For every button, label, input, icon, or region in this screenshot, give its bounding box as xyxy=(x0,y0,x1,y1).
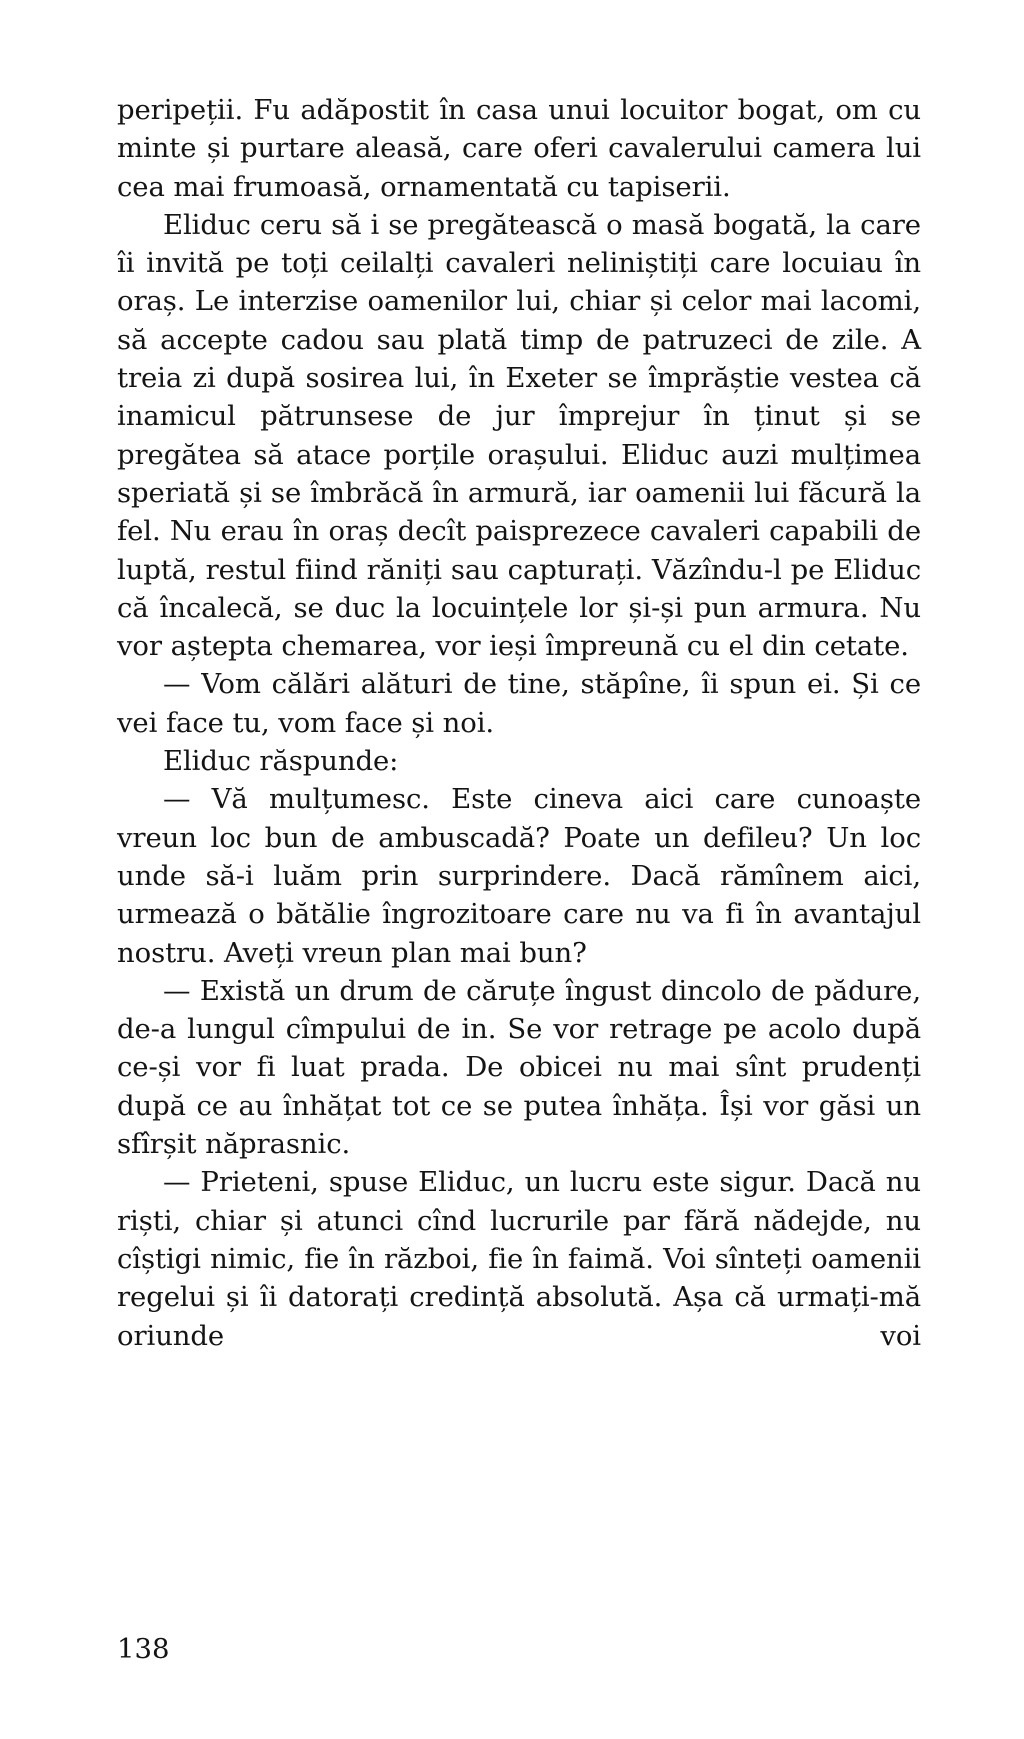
page-number: 138 xyxy=(117,1633,170,1665)
paragraph: Eliduc răspunde: xyxy=(163,745,399,778)
paragraph-dialogue: — Vom călări alături de tine, stăpîne, îi spun ei. Și ce vei face tu, vom face și noi. xyxy=(117,668,921,739)
paragraph-continuation: peripeții. Fu adăpostit în casa unui locuitor bogat, om cu minte și purtare aleasă, care oferi cavalerului camera lui cea mai frumoasă, ornamentată cu tapiserii. xyxy=(117,94,921,203)
paragraph: Eliduc ceru să i se pregătească o masă bogată, la care îi invită pe toți ceilalți cavaleri neliniștiți care locuiau în oraș. Le interzise oamenilor lui, chiar și celor mai lacomi, să accepte cadou sau plată timp de patruzeci de zile. A treia zi după sosirea lui, în Exeter se împrăștie vestea că inamicul pătrunsese de jur împrejur în ținut și se pregătea să atace porțile orașului. Eliduc auzi mulțimea speriată și se îmbrăcă în armură, iar oamenii lui făcură la fel. Nu erau în oraș decît paisprezece cavaleri capabili de luptă, restul fiind răniți sau capturați. Văzîndu-l pe Eliduc că încalecă, se duc la locuințele lor și-și pun armura. Nu vor aștepta chemarea, vor ieși împreună cu el din cetate. xyxy=(117,208,921,663)
paragraph-dialogue: — Vă mulțumesc. Este cineva aici care cunoaște vreun loc bun de ambuscadă? Poate un defileu? Un loc unde să-i luăm prin surprindere. Dacă rămînem aici, urmează o bătălie îngrozitoare care nu va fi în avantajul nostru. Aveți vreun plan mai bun? xyxy=(117,783,921,969)
paragraph-dialogue-continues: — Prieteni, spuse Eliduc, un lucru este sigur. Dacă nu riști, chiar și atunci cînd lucrurile par fără nădejde, nu cîștigi nimic, fie în război, fie în faimă. Voi sînteți oamenii regelui și îi datorați credință absolută. Așa că urmați-mă oriunde voi xyxy=(117,1166,921,1352)
text-block xyxy=(117,91,921,1355)
paragraph-dialogue: — Există un drum de căruțe îngust dincolo de pădure, de-a lungul cîmpului de in. Se vor retrage pe acolo după ce-și vor fi luat prada. De obicei nu mai sînt prudenți după ce au înhățat tot ce se putea înhăța. Își vor găsi un sfîrșit năprasnic. xyxy=(117,974,921,1161)
